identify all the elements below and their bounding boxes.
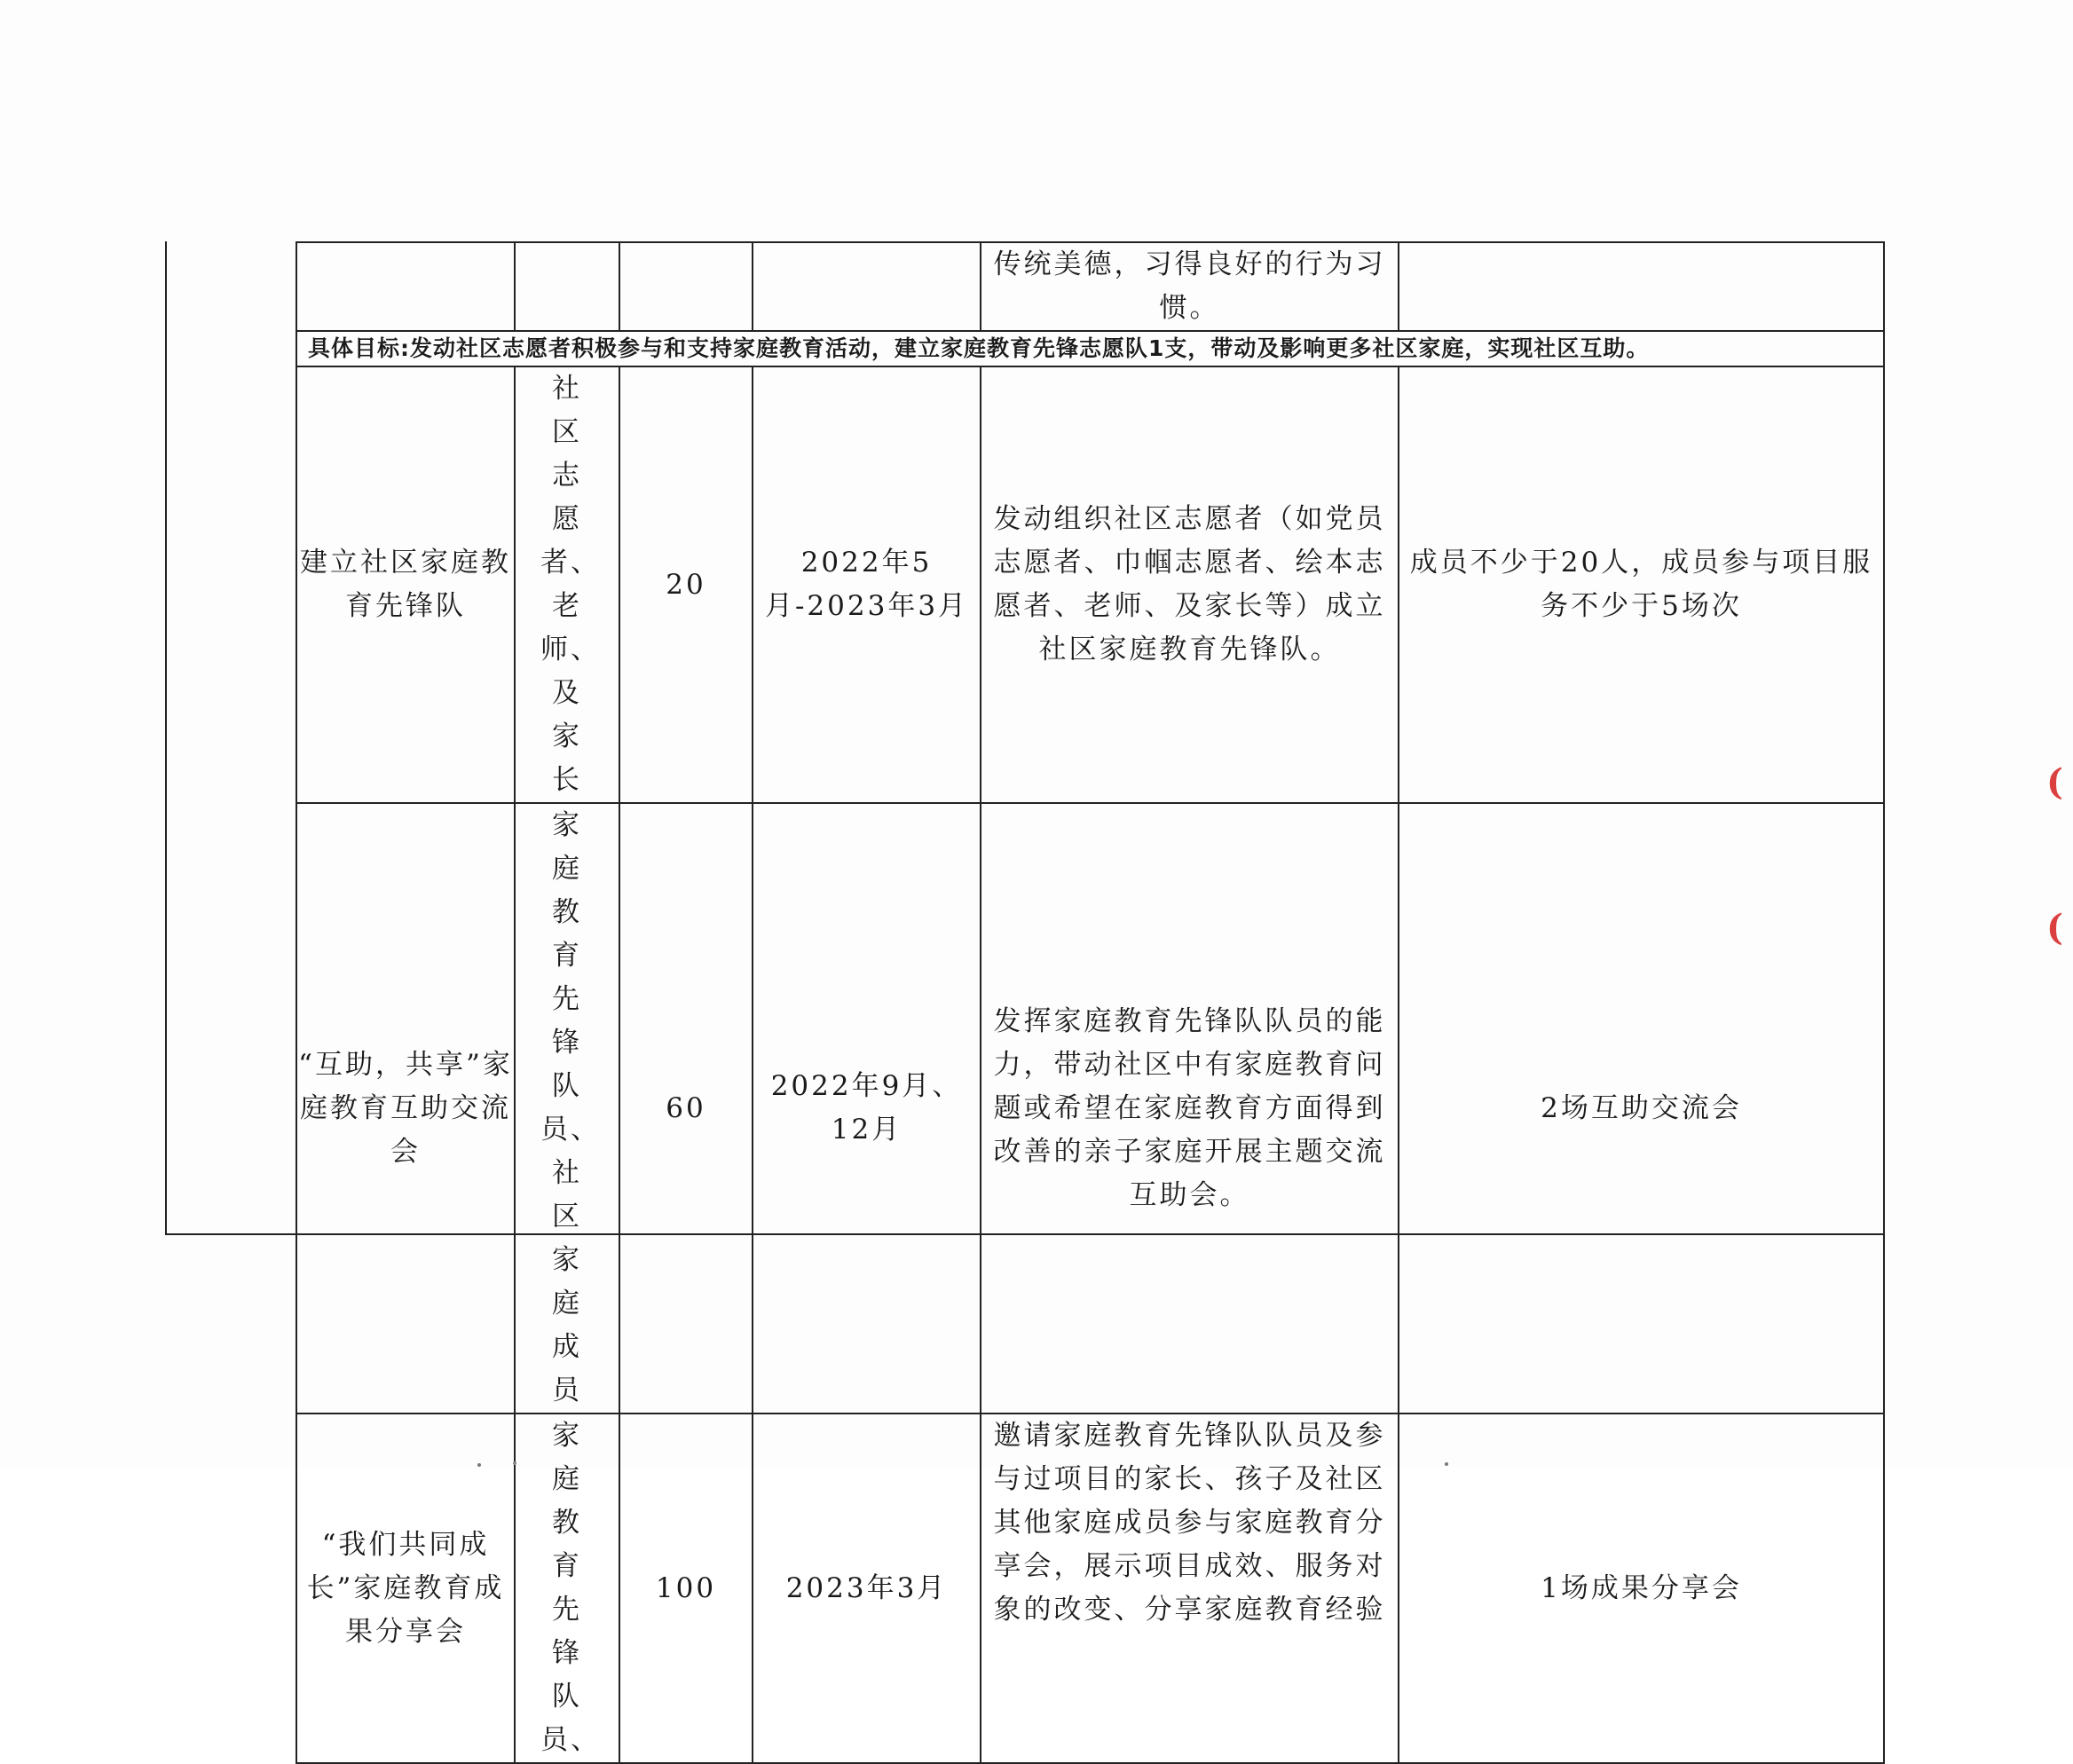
cell-target-empty [515, 242, 619, 331]
target-text: 家庭教育先锋队员、社区家庭成员 [540, 809, 601, 1406]
participant-count: 60 [619, 803, 753, 1414]
frame-left-border [165, 241, 167, 1233]
table-row-continued [296, 242, 1884, 331]
content-text: 发挥家庭教育先锋队队员的能力，带动社区中有家庭教育问题或希望在家庭教育方面得到改善的亲子家庭开展主题交流互助会。 [993, 1004, 1386, 1211]
target-text: 家庭教育先锋队员、 [540, 1420, 601, 1756]
expected-result: 1场成果分享会 [1399, 1414, 1884, 1763]
target-group [515, 1414, 619, 1763]
cell-time-empty [753, 242, 981, 331]
activity-content [981, 366, 1399, 803]
participant-count: 20 [619, 366, 753, 803]
content-text: 发动组织社区志愿者（如党员志愿者、巾帼志愿者、绘本志愿者、老师、及家长等）成立社区家庭教育先锋队。 [993, 503, 1386, 665]
target-group [515, 803, 619, 1414]
expected-result: 成员不少于20人，成员参与项目服务不少于5场次 [1399, 366, 1884, 803]
activity-name: “互助，共享”家庭教育互助交流会 [296, 803, 515, 1414]
content-text: 邀请家庭教育先锋队队员及参与过项目的家长、孩子及社区其他家庭成员参与家庭教育分享会，展示项目成效、服务对象的改变、分享家庭教育经验 [993, 1420, 1386, 1626]
activity-time: 2022年5月-2023年3月 [753, 366, 981, 803]
target-text: 社区志愿者、老师、及家长 [540, 373, 601, 796]
activity-time: 2023年3月 [753, 1414, 981, 1763]
table-row [296, 366, 1884, 803]
specific-goal: 具体目标:发动社区志愿者积极参与和支持家庭教育活动，建立家庭教育先锋志愿队1支，带动及影响更多社区家庭，实现社区互助。 [296, 331, 1884, 366]
activity-name: “我们共同成长”家庭教育成果分享会 [296, 1414, 515, 1763]
red-seal-fragment: ( [2046, 761, 2063, 803]
activity-plan-table [296, 241, 1885, 1764]
cell-activity-empty [296, 242, 515, 331]
content-text: 传统美德，习得良好的行为习惯。 [993, 248, 1386, 324]
goal-row [296, 331, 1884, 366]
table-row [296, 803, 1884, 1414]
activity-content [981, 1414, 1399, 1763]
target-group [515, 366, 619, 803]
cell-content-continued [981, 242, 1399, 331]
cell-result-empty [1399, 242, 1884, 331]
cell-count-empty [619, 242, 753, 331]
participant-count: 100 [619, 1414, 753, 1763]
activity-content [981, 803, 1399, 1414]
table-row [296, 1414, 1884, 1763]
activity-name: 建立社区家庭教育先锋队 [296, 366, 515, 803]
red-seal-fragment: ( [2046, 907, 2063, 949]
activity-time: 2022年9月、12月 [753, 803, 981, 1414]
expected-result: 2场互助交流会 [1399, 803, 1884, 1414]
